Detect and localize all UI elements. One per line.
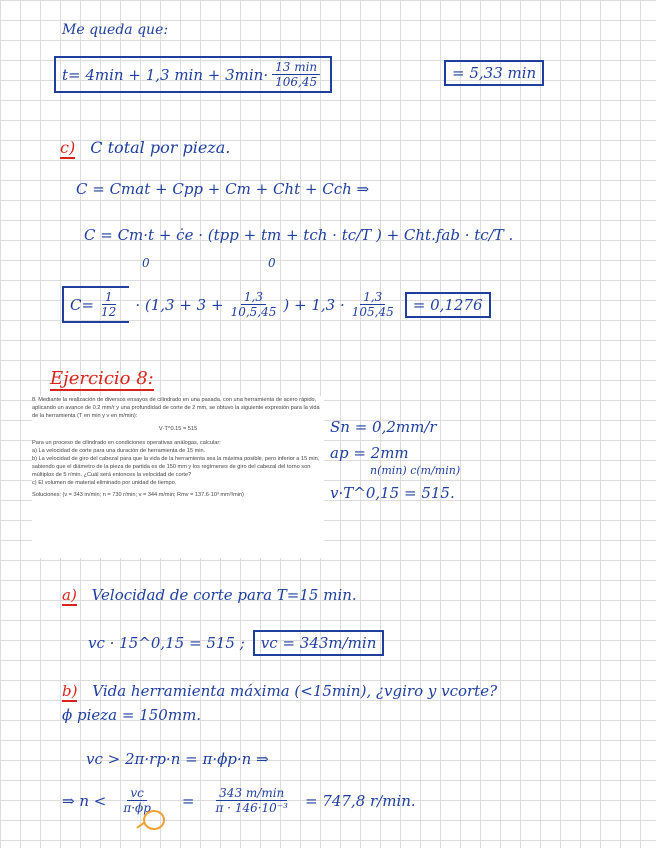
statement-intro: 8. Mediante la realización de diversos ensayos de cilindrado en una pasada, con una herramienta de acero rápido, aplicando un avance de 0.2 mm/r y una profundidad de corte de 2 mm, se obtuvo la siguiente expresión para la vida de la herramienta (T en min y v en m/min): — [32, 397, 320, 419]
statement-c: c) El volumen de material eliminado por unidad de tiempo. — [32, 480, 177, 486]
cost-eq-2-zero-b — [268, 256, 276, 270]
given-taylor-text: v·T^0,15 = 515. — [330, 484, 455, 502]
statement-ask: Para un proceso de cilindrado en condiciones operativas análogas, calcular: — [32, 440, 221, 446]
time-eq-text: t= 4min + 1,3 min + 3min· — [62, 65, 269, 84]
cost-eq-3-frac3 — [349, 290, 397, 319]
eq-b2-f1-num: vc — [127, 786, 147, 801]
time-equation — [54, 56, 332, 93]
cost-eq-3-start — [62, 286, 129, 323]
cost-eq-1-text: C = Cmat + Cpp + Cm + Cht + Cch ⇒ — [76, 180, 370, 198]
eq-b1-text: vc > 2π·rp·n = π·ϕp·n ⇒ — [86, 750, 269, 768]
cost-eq-3-b: · (1,3 + 3 + — [135, 295, 224, 314]
zero-b: 0 — [268, 256, 276, 270]
eq-b2-f1-den: π·ϕp — [123, 801, 151, 815]
intro-line — [62, 22, 168, 38]
cost-eq-2-zero-a — [142, 256, 150, 270]
eq-b2-a: ⇒ n < — [62, 791, 107, 810]
section-c-title: C total por pieza. — [90, 138, 231, 157]
frac1-den: 12 — [101, 305, 117, 319]
equation-a — [88, 630, 384, 656]
cost-eq-3-frac2 — [228, 290, 280, 319]
section-c-label: c) — [60, 138, 76, 157]
cost-eq-2-text: C = Cm·t + ċe · (tpp + tm + tch · tc/T ) + Cht.fab · tc/T . — [84, 226, 514, 244]
given-sn — [330, 418, 437, 436]
equation-b2 — [62, 786, 416, 815]
eq-b2-result: = 747,8 r/min. — [304, 791, 416, 810]
problem-title: Ejercicio 8: — [50, 368, 154, 389]
statement-a: a) La velocidad de corte para una duración de herramienta de 15 min. — [32, 448, 206, 454]
section-a-heading — [62, 586, 357, 604]
statement-equation: V·T^0.15 = 515 — [158, 426, 198, 432]
eq-b2-f2-den: π · 146·10⁻³ — [215, 801, 288, 815]
section-b-label: b) — [62, 682, 78, 700]
cost-equation-1 — [76, 180, 369, 198]
frac2-den: 10,5,45 — [230, 305, 277, 319]
time-result — [444, 60, 544, 86]
problem-heading — [50, 368, 154, 389]
section-b-heading — [62, 682, 497, 700]
time-result-text: = 5,33 min — [452, 64, 537, 82]
section-a-label: a) — [62, 586, 77, 604]
given-ap-text: ap = 2mm — [330, 444, 409, 462]
time-eq-den: 106,45 — [275, 75, 318, 89]
eq-a-result: vc = 343m/min — [253, 630, 385, 656]
section-b-title: Vida herramienta máxima (<15min), ¿vgiro y vcorte? — [92, 682, 498, 700]
given-sn-text: Sn = 0,2mm/r — [330, 418, 437, 436]
intro-text: Me queda que: — [62, 22, 169, 38]
given-units — [370, 464, 460, 477]
frac3-den: 105,45 — [351, 305, 394, 319]
time-eq-num: 13 min — [272, 60, 320, 75]
given-ap — [330, 444, 409, 462]
eq-b2-frac2 — [212, 786, 290, 815]
given-units-text: n(min) c(m/min) — [370, 464, 461, 477]
eq-a-text: vc · 15^0,15 = 515 ; — [88, 634, 245, 652]
eq-b2-b: = — [181, 791, 195, 810]
time-eq-fraction — [272, 60, 320, 89]
frac2-num: 1,3 — [241, 290, 266, 305]
cost-equation-3 — [62, 286, 491, 323]
frac1-num: 1 — [102, 290, 116, 305]
frac3-num: 1,3 — [360, 290, 385, 305]
equation-b0 — [62, 706, 201, 724]
eq-b0-text: ϕ pieza = 150mm. — [62, 706, 202, 724]
eq-b2-f2-num: 343 m/min — [216, 786, 287, 801]
section-c-heading — [60, 138, 230, 157]
zero-a: 0 — [142, 256, 150, 270]
statement-solutions: Soluciones: (v = 343 m/min; n = 730 r/min; v = 344 m/min; Rmv = 137.6·10³ mm³/min) — [32, 492, 245, 498]
highlight-circle — [143, 810, 165, 830]
equation-b1 — [86, 750, 269, 768]
problem-statement — [32, 396, 324, 558]
cost-eq-3-a: C= — [70, 295, 95, 314]
cost-eq-3-frac1 — [98, 290, 119, 319]
statement-b: b) La velocidad de giro del cabezal para que la vida de la herramienta sea la máxima posible, pero inferior a 15 min, sabiendo que el diámetro de la pieza de partida es de 150 mm y los regímenes de giro del cabezal del torno son múltiplos de 5 r/min. ¿Cuál será entonces la velocidad de corte? — [32, 456, 320, 478]
given-taylor — [330, 484, 455, 502]
cost-eq-3-result: = 0,1276 — [405, 292, 491, 318]
section-a-title: Velocidad de corte para T=15 min. — [91, 586, 357, 604]
cost-eq-3-c: ) + 1,3 · — [283, 295, 345, 314]
cost-equation-2 — [84, 226, 513, 244]
